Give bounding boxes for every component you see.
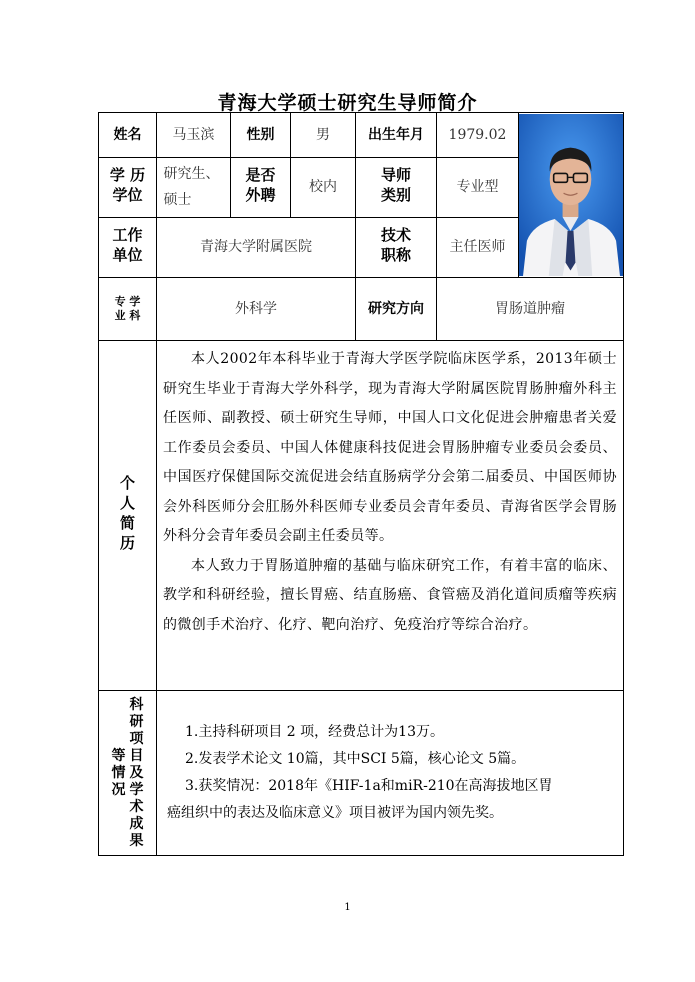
bio-label: 个人简历 <box>99 341 157 691</box>
bio-paragraph-2: 本人致力于胃肠道肿瘤的基础与临床研究工作，有着丰富的临床、教学和科研经验，擅长胃癌、结直肠癌、食管癌及消化道间质瘤等疾病的微创手术治疗、化疗、靶向治疗、免疫治疗等综合治疗。 <box>163 557 617 633</box>
work-unit-label: 工作单位 <box>99 218 157 278</box>
advisor-type-label: 导师类别 <box>356 158 437 218</box>
research-label-col1: 科研项目及学术成果 <box>129 696 144 849</box>
gender-value: 男 <box>291 113 356 158</box>
profile-table <box>98 112 624 856</box>
tech-title-label: 技术职称 <box>356 218 437 278</box>
bio-paragraph-1: 本人2002年本科毕业于青海大学医学院临床医学系，2013年硕士研究生毕业于青海大学外科学，现为青海大学附属医院胃肠肿瘤外科主任医师、副教授、硕士研究生导师，中国人口文化促进会肿瘤患者关爱工作委员会委员、中国人体健康科技促进会胃肠肿瘤专业委员会委员、中国医疗保健国际交流促进会结直肠病学分会第二届委员、中国医师协会外科医师分会肛肠外科医师专业委员会青年委员、青海省医学会胃肠外科分会青年委员会副主任委员等。 <box>163 351 617 544</box>
page-number: 1 <box>344 902 351 913</box>
birth-value: 1979.02 <box>437 113 519 158</box>
external-label: 是否外聘 <box>231 158 291 218</box>
achievement-item-2: 2.发表学术论文 10篇，其中SCI 5篇，核心论文 5篇。 <box>185 751 526 767</box>
portrait-photo <box>519 113 624 278</box>
achievement-item-3: 3.获奖情况：2018年《HIF-1a和miR-210在高海拔地区胃 <box>185 778 553 794</box>
research-achievements-content <box>157 691 624 856</box>
achievement-item-3-continued: 癌组织中的表达及临床意义》项目被评为国内领先奖。 <box>167 805 503 821</box>
research-label-col2: 等情况 <box>111 747 126 798</box>
major-value: 外科学 <box>157 278 356 341</box>
research-direction-value: 胃肠道肿瘤 <box>437 278 624 341</box>
bio-content <box>157 341 624 691</box>
research-achievements-label <box>99 691 157 856</box>
gender-label: 性别 <box>231 113 291 158</box>
achievement-item-1: 1.主持科研项目 2 项，经费总计为13万。 <box>185 724 444 740</box>
education-value: 研究生、硕士 <box>157 158 231 218</box>
advisor-type-value: 专业型 <box>437 158 519 218</box>
research-direction-label: 研究方向 <box>356 278 437 341</box>
name-label: 姓名 <box>99 113 157 158</box>
education-label: 学 历 学位 <box>99 158 157 218</box>
external-value: 校内 <box>291 158 356 218</box>
major-label: 专 学 业 科 <box>99 278 157 341</box>
work-unit-value: 青海大学附属医院 <box>157 218 356 278</box>
birth-label: 出生年月 <box>356 113 437 158</box>
tech-title-value: 主任医师 <box>437 218 519 278</box>
document-title: 青海大学硕士研究生导师简介 <box>217 92 478 114</box>
name-value: 马玉滨 <box>157 113 231 158</box>
portrait-image <box>519 114 623 276</box>
